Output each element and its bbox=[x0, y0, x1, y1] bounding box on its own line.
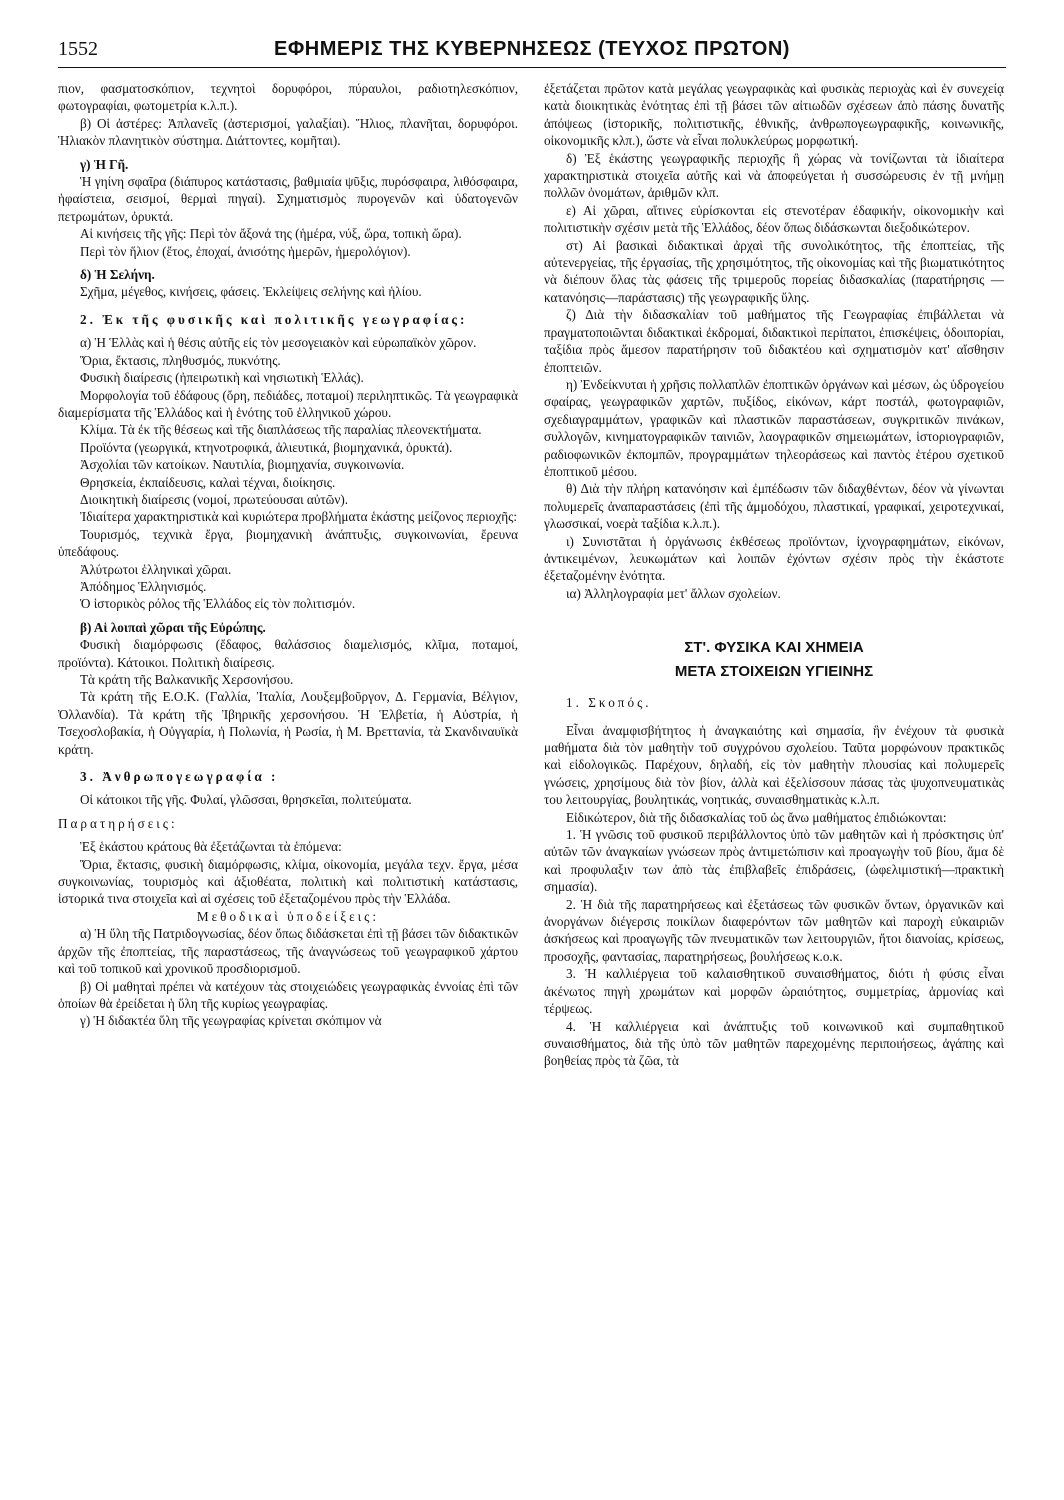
paragraph: Τὰ κράτη τῆς Ε.Ο.Κ. (Γαλλία, Ἰταλία, Λουξεμβοῦργον, Δ. Γερμανία, Βέλγιον, Ὀλλανδία). Τὰ κράτη τῆς Ἰβηρικῆς χερσονήσου. Ἡ Ἑλβετία, ἡ Αὐστρία, ἡ Τσεχοσλοβακία, ἡ Οὐγγαρία, ἡ Πολωνία, ἡ Ρωσία, ἡ Μ. Βρεττανία, τὰ Σκανδιναυϊκὰ κράτη. bbox=[58, 689, 518, 757]
paragraph: πιον, φασματοσκόπιον, τεχνητοὶ δορυφόροι, πύραυλοι, ραδιοτηλεσκόπιον, φωτογραφίαι, φωτομετρία κ.λ.π.). bbox=[58, 81, 518, 114]
paragraph: 4. Ἡ καλλιέργεια καὶ ἀνάπτυξις τοῦ κοινωνικοῦ καὶ συμπαθητικοῦ συναισθήματος, διὰ τῆς ὑπὸ τῶν μαθητῶν παρεχομένης περιποιήσεως, ἀγάπης καὶ βοηθείας πρὸς τὰ ζῶα, τὰ bbox=[544, 1018, 1004, 1069]
paragraph: α) Ἡ ὕλη τῆς Πατριδογνωσίας, δέον ὅπως διδάσκεται ἐπὶ τῇ βάσει τῶν διδακτικῶν ἀρχῶν τῆς ἐποπτείας, τῆς παραστάσεως, τῆς ἀναγνώσεως τοῦ γεωγραφικοῦ χάρτου καὶ τοῦ τοπικοῦ καὶ χρονικοῦ προσδιορισμοῦ. bbox=[58, 926, 518, 977]
paragraph: Ἀπόδημος Ἑλληνισμός. bbox=[80, 578, 207, 594]
right-column bbox=[544, 80, 1004, 1070]
section-heading: 3. Ἀνθρωπογεωγραφία : bbox=[80, 769, 279, 785]
page-header bbox=[58, 38, 1006, 68]
paragraph: α) Ἡ Ἑλλὰς καὶ ἡ θέσις αὐτῆς εἰς τὸν μεσογειακὸν καὶ εὐρωπαϊκὸν χῶρον. bbox=[80, 335, 477, 351]
running-title: ΕΦΗΜΕΡΙΣ ΤΗΣ ΚΥΒΕΡΝΗΣΕΩΣ (ΤΕΥΧΟΣ ΠΡΩΤΟΝ) bbox=[274, 38, 790, 60]
paragraph: Ἰδιαίτερα χαρακτηριστικὰ καὶ κυριώτερα προβλήματα ἑκάστης μείζονος περιοχῆς: bbox=[80, 509, 518, 525]
paragraph: Θρησκεία, ἐκπαίδευσις, καλαὶ τέχναι, διοίκησις. bbox=[80, 474, 336, 490]
paragraph: στ) Αἱ βασικαὶ διδακτικαὶ ἀρχαὶ τῆς συνολικότητος, τῆς ἐποπτείας, τῆς αὐτενεργείας, τῆς ἐργασίας, τῆς χρησιμότητος, τῆς οἰκονομίας καὶ τῆς βιωματικότητος νὰ διέπουν ὅλας τὰς φάσεις τῆς τριμεροῦς πορείας διδασκαλίας (παρατήρησις —κατανόησις—παράστασις) τῆς γεωγραφικῆς ὕλης. bbox=[544, 237, 1004, 305]
paragraph: δ) Ἐξ ἑκάστης γεωγραφικῆς περιοχῆς ἢ χώρας νὰ τονίζωνται τὰ ἰδιαίτερα χαρακτηριστικὰ στοιχεῖα αὐτῆς καὶ νὰ ἀποφεύγεται ἡ συσσώρευσις ἐν τῇ μνήμῃ πολλῶν ὀνομάτων, ἀριθμῶν κλπ. bbox=[544, 150, 1004, 201]
paragraph: Ἀσχολίαι τῶν κατοίκων. Ναυτιλία, βιομηχανία, συγκοινωνία. bbox=[80, 457, 405, 473]
paragraph: η) Ἐνδείκνυται ἡ χρῆσις πολλαπλῶν ἐποπτικῶν ὀργάνων καὶ μέσων, ὡς ὑδρογείου σφαίρας, γεωγραφικῶν χαρτῶν, πυξίδος, εἰκόνων, κάρτ ποστάλ, φωτογραφιῶν, σχεδιαγραμμάτων, γραφικῶν καὶ πλαστικῶν παραστάσεων, συγκριτικῶν πινάκων, συλλογῶν, κινηματογραφικῶν ταινιῶν, λαογραφικῶν σημειωμάτων, ἱστοριογραφιῶν, ραδιοφωνικῶν ἐκπομπῶν, προγραμμάτων τηλεοράσεως καὶ παντὸς ἑτέρου σχετικοῦ ἐποπτικοῦ μέσου. bbox=[544, 376, 1004, 479]
paragraph: Ὁ ἱστορικὸς ρόλος τῆς Ἑλλάδος εἰς τὸν πολιτισμόν. bbox=[80, 596, 356, 612]
paragraph: Διοικητικὴ διαίρεσις (νομοί, πρωτεύουσαι αὐτῶν). bbox=[80, 491, 349, 507]
paragraph: Ὅρια, ἔκτασις, πληθυσμός, πυκνότης. bbox=[80, 352, 281, 368]
paragraph: Ἀλύτρωτοι ἑλληνικαὶ χῶραι. bbox=[80, 561, 232, 577]
section-heading: 1. Σκοπός. bbox=[566, 695, 652, 711]
paragraph: Σχῆμα, μέγεθος, κινήσεις, φάσεις. Ἐκλείψεις σελήνης καὶ ἡλίου. bbox=[80, 284, 422, 300]
paragraph: Εἰδικώτερον, διὰ τῆς διδασκαλίας τοῦ ὡς ἄνω μαθήματος ἐπιδιώκονται: bbox=[566, 809, 947, 825]
paragraph: ζ) Διὰ τὴν διδασκαλίαν τοῦ μαθήματος τῆς Γεωγραφίας ἐπιβάλλεται νὰ πραγματοποιῶνται διδακτικαὶ ἐκδρομαί, διδακτικοὶ περίπατοι, ἐπισκέψεις, ὁδοιπορίαι, ταξίδια πρὸς ἄμεσον παρατήρησιν τοῦ διδακτέου καὶ σχηματισμὸν κατ' αἴσθησιν ἐποπτειῶν. bbox=[544, 307, 1004, 375]
left-column bbox=[58, 80, 518, 1070]
paragraph: 1. Ἡ γνῶσις τοῦ φυσικοῦ περιβάλλοντος ὑπὸ τῶν μαθητῶν καὶ ἡ πρόσκτησις ὑπ' αὐτῶν τῶν ἀναγκαίων γνώσεων πρὸς ἀντιμετώπισιν καὶ προαγωγὴν τοῦ βίου, ἅμα δὲ καὶ προφυλαξιν των ἀπὸ τὰς ἐπιβλαβεῖς ἐπιδράσεις, (ὠφελιμιστική—πρακτικὴ σημασία). bbox=[544, 827, 1004, 895]
paragraph: Τὰ κράτη τῆς Βαλκανικῆς Χερσονήσου. bbox=[80, 672, 294, 687]
paragraph: Ἡ γηίνη σφαῖρα (διάπυρος κατάστασις, βαθμιαία ψῦξις, πυρόσφαιρα, λιθόσφαιρα, ἡφαίστεια, σεισμοί, θερμαὶ πηγαί). Σχηματισμὸς πυρογενῶν καὶ ὑδατογενῶν πετρωμάτων, ὀρυκτά. bbox=[58, 174, 518, 224]
paragraph: Μορφολογία τοῦ ἐδάφους (ὄρη, πεδιάδες, ποταμοί) περιληπτικῶς. Τὰ γεωγραφικὰ διαμερίσματα τῆς Ἑλλάδος καὶ ἡ ἑνότης τοῦ ἑλληνικοῦ χώρου. bbox=[58, 387, 518, 420]
paragraph: Αἱ κινήσεις τῆς γῆς: Περὶ τὸν ἄξονά της (ἡμέρα, νύξ, ὥρα, τοπικὴ ὥρα). bbox=[80, 226, 462, 242]
chapter-title: ΣΤ'. ΦΥΣΙΚΑ ΚΑΙ ΧΗΜΕΙΑ bbox=[684, 639, 864, 657]
paragraph: Εἶναι ἀναμφισβήτητος ἡ ἀναγκαιότης καὶ σημασία, ἣν ἐνέχουν τὰ φυσικὰ μαθήματα διὰ τὸν μαθητὴν τοῦ συγχρόνου σχολείου. Ταῦτα μορφώνουν πρακτικῶς καὶ εἰδολογικῶς. Παρέχουν, δηλαδή, εἰς τὸν μαθητὴν πλουσίας καὶ πολυμερεῖς γνώσεις, χρησίμους διὰ τὸν βίον, ἀλλὰ καὶ ἐξελίσσουν πάσας τὰς ψυχοπνευματικὰς του λειτουργίας, βουλητικάς, νοητικάς, συναισθηματικὰς κ.λ.π. bbox=[544, 722, 1004, 808]
paragraph: Φυσικὴ διαίρεσις (ἠπειρωτικὴ καὶ νησιωτικὴ Ἑλλάς). bbox=[80, 370, 364, 386]
paragraph: Τουρισμός, τεχνικὰ ἔργα, βιομηχανικὴ ἀνάπτυξις, συγκοινωνίαι, ἔρευνα ὑπεδάφους. bbox=[58, 526, 518, 560]
paragraph: 2. Ἡ διὰ τῆς παρατηρήσεως καὶ ἐξετάσεως τῶν φυσικῶν ὄντων, ὀργανικῶν καὶ ἀνοργάνων διέγερσις ποικίλων διαφερόντων τῶν μαθητῶν καὶ παροχὴ εὐκαιριῶν ἀσκήσεως καὶ προαγωγῆς τῶν πνευματικῶν των λειτουργιῶν, ἤτοι διανοίας, κρίσεως, προσοχῆς, φαντασίας, παρατηρήσεως, βουλήσεως κ.ο.κ. bbox=[544, 896, 1004, 964]
subsection-heading: β) Αἱ λοιπαὶ χῶραι τῆς Εὐρώπης. bbox=[80, 619, 266, 635]
paragraph: ε) Αἱ χῶραι, αἵτινες εὑρίσκονται εἰς στενοτέραν ἐδαφικήν, οἰκονομικὴν καὶ πολιτιστικὴν σχέσιν μετὰ τῆς Ἑλλάδος, δέον ὅπως διδάσκωνται διεξοδικώτερον. bbox=[544, 202, 1004, 236]
paragraph: β) Οἱ μαθηταὶ πρέπει νὰ κατέχουν τὰς στοιχειώδεις γεωγραφικὰς ἐννοίας ἐπὶ τῶν ὁποίων θὰ ἐρείδεται ἡ ὕλη τῆς κυρίως γεωγραφίας. bbox=[58, 978, 518, 1011]
paragraph: Οἱ κάτοικοι τῆς γῆς. Φυλαί, γλῶσσαι, θρησκεῖαι, πολιτεύματα. bbox=[80, 792, 412, 808]
paragraph: θ) Διὰ τὴν πλήρη κατανόησιν καὶ ἐμπέδωσιν τῶν διδαχθέντων, δέον νὰ γίνωνται πολυμερεῖς ἀναπαραστάσεις (ἐπὶ τῆς ἀμμοδόχου, πλαστικαί, γραφικαί, χειροτεχνικαί, γλωσσικαί, νοερὰ ταξίδια κ.λ.π.). bbox=[544, 481, 1004, 532]
notes-heading: Παρατηρήσεις: bbox=[58, 815, 178, 831]
paragraph: β) Οἱ ἀστέρες: Ἀπλανεῖς (ἀστερισμοί, γαλαξίαι). Ἥλιος, πλανῆται, δορυφόροι. Ἡλιακὸν πλανητικὸν σύστημα. Διάττοντες, κομῆται). bbox=[58, 115, 518, 149]
paragraph: ια) Ἀλληλογραφία μετ' ἄλλων σχολείων. bbox=[566, 585, 781, 601]
page-number: 1552 bbox=[58, 38, 98, 60]
paragraph: Φυσικὴ διαμόρφωσις (ἔδαφος, θαλάσσιος διαμελισμός, κλῖμα, ποταμοί, προϊόντα). Κάτοικοι. Πολιτικὴ διαίρεσις. bbox=[58, 637, 518, 670]
paragraph: Περὶ τὸν ἥλιον (ἔτος, ἐποχαί, ἀνισότης ἡμερῶν, ἡμερολόγιον). bbox=[80, 243, 411, 259]
paragraph: Κλίμα. Τὰ ἐκ τῆς θέσεως καὶ τῆς διαπλάσεως τῆς παραλίας πλεονεκτήματα. bbox=[80, 422, 482, 438]
section-heading: 2. Ἐκ τῆς φυσικῆς καὶ πολιτικῆς γεωγραφίας: bbox=[80, 311, 468, 327]
paragraph: Ἐξ ἑκάστου κράτους θὰ ἐξετάζωνται τὰ ἑπόμενα: bbox=[80, 839, 342, 855]
paragraph: 3. Ἡ καλλιέργεια τοῦ καλαισθητικοῦ συναισθήματος, διότι ἡ φύσις εἶναι ἀκένωτος πηγὴ χρωμάτων καὶ μορφῶν ὡραιότητος, συμμετρίας, ἁρμονίας καὶ τέρψεως. bbox=[544, 966, 1004, 1017]
subsection-heading: δ) Ἡ Σελήνη. bbox=[80, 267, 155, 283]
chapter-subtitle: ΜΕΤΑ ΣΤΟΙΧΕΙΩΝ ΥΓΙΕΙΝΗΣ bbox=[674, 663, 874, 681]
paragraph: Ὅρια, ἔκτασις, φυσικὴ διαμόρφωσις, κλίμα, οἰκονομία, μεγάλα τεχν. ἔργα, μέσα συγκοινωνίας, τουρισμὸς καὶ ἀξιοθέατα, πολιτικὴ καὶ πολιτιστικὴ κατάστασις, ἱστορικά τινα στοιχεῖα καὶ αἱ σχέσεις τοῦ ἐξεταζομένου πρὸς τὴν Ἑλλάδα. bbox=[58, 856, 518, 907]
paragraph: Προϊόντα (γεωργικά, κτηνοτροφικά, ἁλιευτικά, βιομηχανικά, ὀρυκτά). bbox=[80, 439, 453, 455]
methodology-heading: Μεθοδικαὶ ὑποδείξεις: bbox=[196, 908, 380, 924]
paragraph: ι) Συνιστᾶται ἡ ὀργάνωσις ἐκθέσεως προϊόντων, ἰχνογραφημάτων, εἰκόνων, ἀντικειμένων, λευκωμάτων καὶ λοιπῶν ἐχόντων σχέσιν πρὸς τὴν ἑκάστοτε ἐξεταζομένην ἑνότητα. bbox=[544, 533, 1004, 584]
paragraph: ἐξετάζεται πρῶτον κατὰ μεγάλας γεωγραφικὰς καὶ φυσικὰς περιοχὰς καὶ ἐν συνεχείᾳ κατὰ διοικητικὰς ἑνότητας ἐπὶ τῇ βάσει τῶν αἰτιωδῶν σχέσεων ἀπὸ πάσης δυνατῆς ἀπόψεως (ἱστορικῆς, πολιτιστικῆς, ἐθνικῆς, ἀνθρωπογεωγραφικῆς, κοινωνικῆς, οἰκονομικῆς κλπ.), ὥστε νὰ εἶναι πολυκλεύρως μορφωτική. bbox=[544, 81, 1004, 149]
subsection-heading: γ) Ἡ Γῆ. bbox=[80, 156, 129, 172]
paragraph: γ) Ἡ διδακτέα ὕλη τῆς γεωγραφίας κρίνεται σκόπιμον νὰ bbox=[80, 1013, 382, 1029]
text-columns bbox=[58, 80, 1006, 1070]
